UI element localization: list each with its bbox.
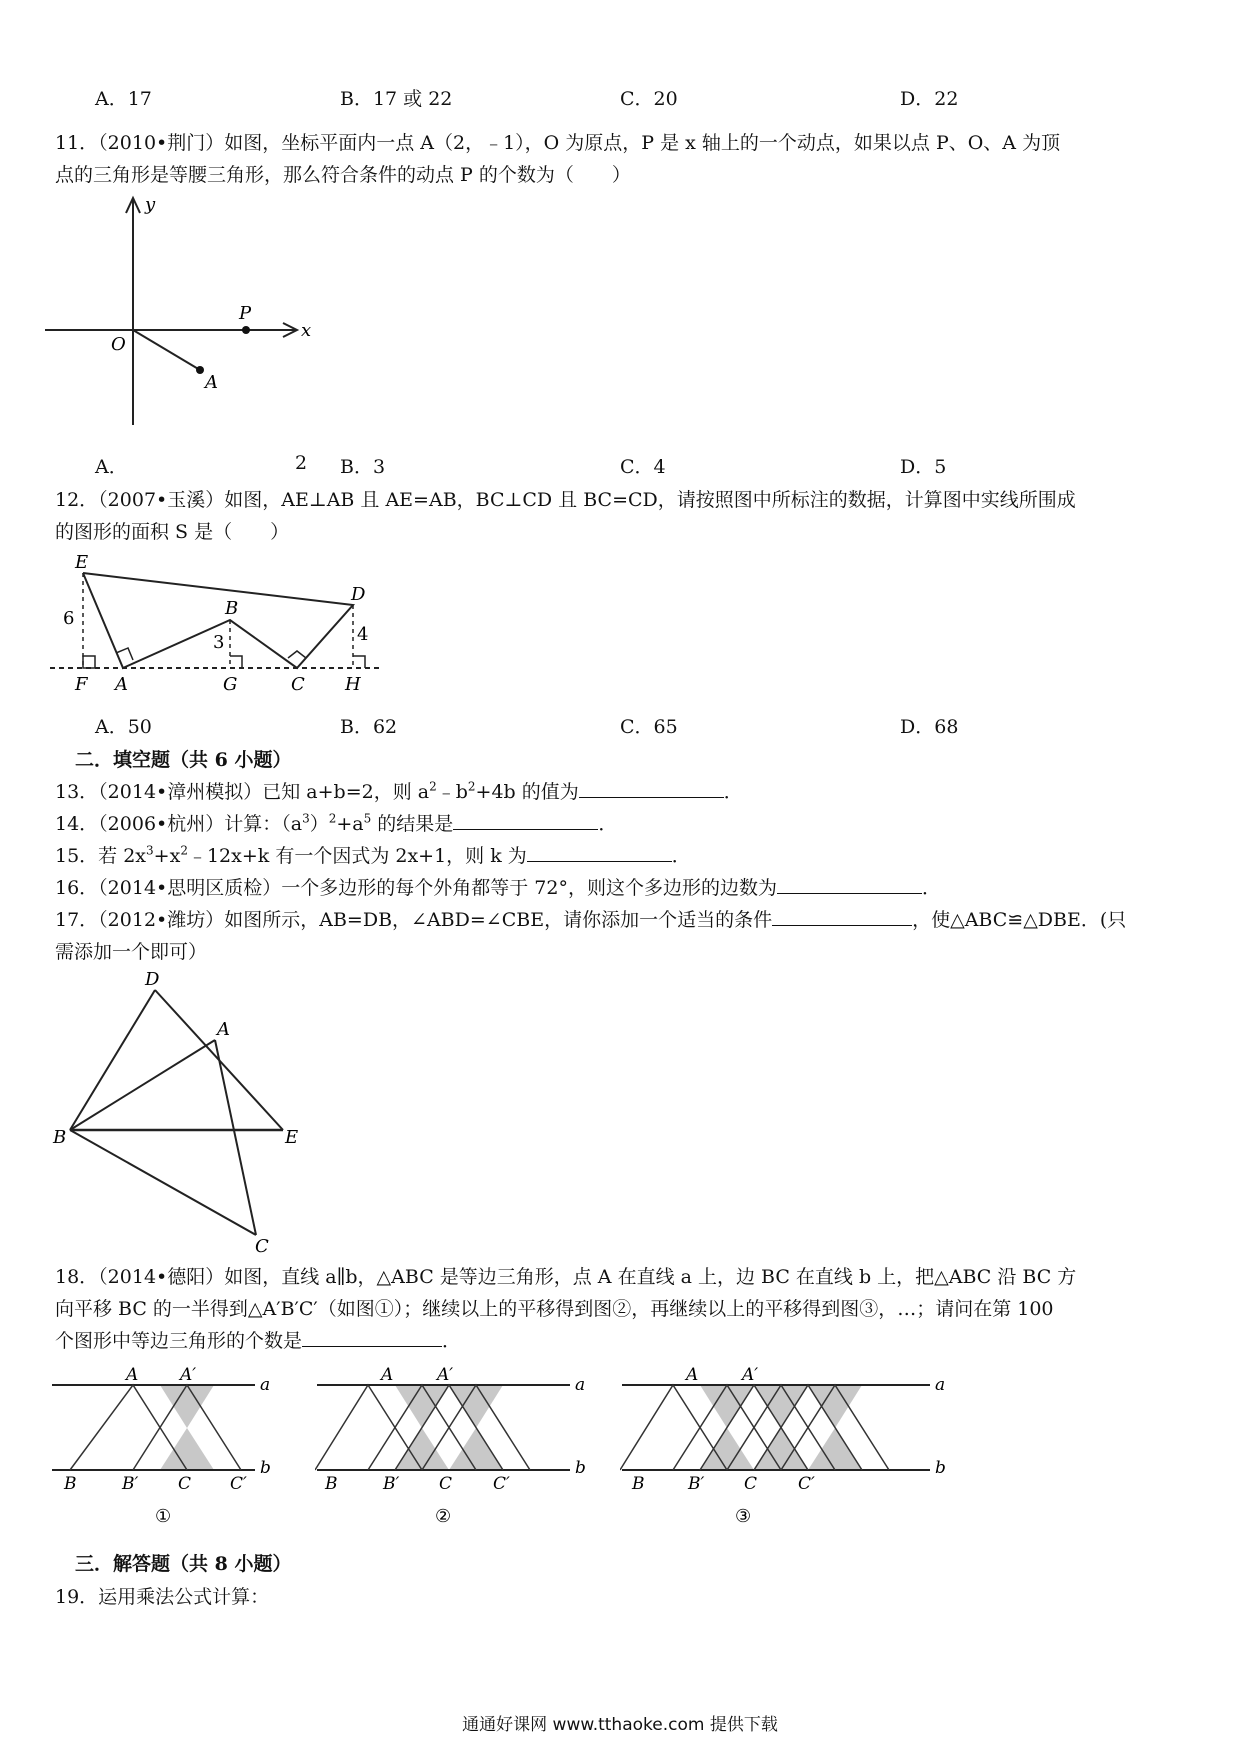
q18-f2-label-line-b: b	[575, 1458, 586, 1478]
q17-label-b: B	[53, 1127, 67, 1148]
q12-label-e: E	[75, 552, 89, 573]
q18-f3-label-a: A	[686, 1365, 699, 1385]
q17-answer-blank[interactable]	[772, 907, 912, 926]
q18-answer-blank[interactable]	[302, 1328, 442, 1347]
q10-option-b: B．17 或 22	[340, 88, 453, 110]
q18-f2-label-c: C	[439, 1474, 453, 1494]
q11-option-b: B．3	[340, 456, 386, 478]
q12-text-line2: 的图形的面积 S 是（ ）	[55, 521, 290, 543]
q18-f3-label-c-prime: C′	[798, 1474, 815, 1494]
q18-f2-label-a-prime: A′	[437, 1365, 454, 1385]
q19-text: 19．运用乘法公式计算：	[55, 1586, 270, 1608]
q11-label-o: O	[111, 334, 126, 355]
q17-text-line1: 17．（2012•潍坊）如图所示，AB=DB，∠ABD=∠CBE，请你添加一个适当的条件 ，使△ABC≌△DBE．(只	[55, 909, 1127, 931]
q12-polygon-figure	[45, 550, 395, 700]
q18-f2-label-b-prime: B′	[383, 1474, 400, 1494]
q12-label-d: D	[351, 584, 366, 605]
q10-option-c: C．20	[620, 88, 678, 110]
q11-option-a: A．	[95, 456, 128, 478]
q18-f1-label-c: C	[178, 1474, 192, 1494]
q17-triangle-figure	[45, 965, 315, 1255]
q12-label-c: C	[291, 674, 305, 695]
q18-f3-label-b-prime: B′	[688, 1474, 705, 1494]
q12-label-3: 3	[213, 632, 225, 653]
q11-text-line2: 点的三角形是等腰三角形，那么符合条件的动点 P 的个数为（ ）	[55, 164, 631, 186]
q18-text-line2: 向平移 BC 的一半得到△A′B′C′（如图①）；继续以上的平移得到图②，再继续以上的平移得到图③，…；请问在第 100	[55, 1298, 1054, 1320]
q18-figure-3	[620, 1365, 970, 1530]
q18-f2-number: ②	[435, 1506, 452, 1527]
q11-label-x: x	[301, 320, 312, 341]
q12-label-6: 6	[63, 608, 75, 629]
q17-label-d: D	[145, 969, 160, 990]
q11-label-a: A	[205, 372, 218, 393]
q12-label-h: H	[345, 674, 361, 695]
q17-label-c: C	[255, 1236, 269, 1255]
q18-f3-number: ③	[735, 1506, 752, 1527]
q12-text-line1: 12．（2007•玉溪）如图，AE⊥AB 且 AE=AB，BC⊥CD 且 BC=CD，请按照图中所标注的数据，计算图中实线所围成	[55, 489, 1076, 511]
q11-option-c: C．4	[620, 456, 666, 478]
q18-f2-label-line-a: a	[575, 1375, 586, 1395]
q18-f1-label-line-b: b	[260, 1458, 271, 1478]
q10-option-a: A．17	[95, 88, 152, 110]
q11-text-line1: 11．（2010•荆门）如图，坐标平面内一点 A（2，﹣1），O 为原点，P 是 x 轴上的一个动点，如果以点 P、O、A 为顶	[55, 132, 1061, 154]
page-footer: 通通好课网 www.tthaoke.com 提供下载	[462, 1715, 778, 1735]
q18-text-line3: 个图形中等边三角形的个数是 ．	[55, 1330, 462, 1352]
q18-figure-1	[50, 1365, 290, 1530]
q12-label-a: A	[115, 674, 128, 695]
q12-label-f: F	[75, 674, 88, 695]
q18-text-line1: 18．（2014•德阳）如图，直线 a∥b，△ABC 是等边三角形，点 A 在直线 a 上，边 BC 在直线 b 上，把△ABC 沿 BC 方	[55, 1266, 1077, 1288]
q12-option-a: A．50	[95, 716, 152, 738]
q12-option-c: C．65	[620, 716, 678, 738]
q17-label-e: E	[285, 1127, 299, 1148]
q18-f3-label-line-a: a	[935, 1375, 946, 1395]
q12-label-b: B	[225, 598, 239, 619]
q18-figure-2	[315, 1365, 595, 1530]
q18-f1-label-a: A	[126, 1365, 139, 1385]
q12-label-g: G	[223, 674, 238, 695]
q12-label-4: 4	[357, 624, 369, 645]
q16-answer-blank[interactable]	[777, 875, 922, 894]
section-3-heading: 三．解答题（共 8 小题）	[75, 1553, 292, 1575]
q12-option-b: B．62	[340, 716, 398, 738]
q18-f1-label-c-prime: C′	[230, 1474, 247, 1494]
q18-f2-label-c-prime: C′	[493, 1474, 510, 1494]
q18-f3-label-c: C	[744, 1474, 758, 1494]
q11-option-d: D．5	[900, 456, 947, 478]
section-2-heading: 二．填空题（共 6 小题）	[75, 749, 292, 771]
q10-option-d: D．22	[900, 88, 959, 110]
q18-f2-label-b: B	[325, 1474, 338, 1494]
q11-coordinate-figure	[45, 195, 325, 435]
q13-answer-blank[interactable]	[579, 779, 724, 798]
q11-label-y: y	[145, 195, 156, 215]
q18-f1-label-b: B	[64, 1474, 77, 1494]
q17-label-a: A	[217, 1019, 230, 1040]
q13-text: 13．（2014•漳州模拟）已知 a+b=2，则 $a^2﹣b^2+4b$ 的值为 ．	[55, 779, 743, 803]
q15-answer-blank[interactable]	[527, 843, 672, 862]
q14-text: 14．（2006•杭州）计算：$(a^3)^2+a^5$ 的结果是 ．	[55, 811, 618, 835]
q18-f2-label-a: A	[381, 1365, 394, 1385]
q18-f3-label-a-prime: A′	[742, 1365, 759, 1385]
q16-text: 16．（2014•思明区质检）一个多边形的每个外角都等于 72°，则这个多边形的边数为 ．	[55, 877, 941, 899]
q18-f1-number: ①	[155, 1506, 172, 1527]
q18-f3-label-line-b: b	[935, 1458, 946, 1478]
q18-f1-label-line-a: a	[260, 1375, 271, 1395]
q12-option-d: D．68	[900, 716, 959, 738]
q18-f3-label-b: B	[632, 1474, 645, 1494]
q18-f1-label-a-prime: A′	[180, 1365, 197, 1385]
q15-text: 15．若 $2x^3+x^2﹣12x+k$ 有一个因式为 2x+1，则 k 为 ．	[55, 843, 691, 867]
q11-label-p: P	[239, 303, 252, 324]
q14-answer-blank[interactable]	[453, 811, 598, 830]
q11-option-a-value: 2	[295, 452, 308, 474]
q17-text-line2: 需添加一个即可）	[55, 941, 208, 963]
q18-f1-label-b-prime: B′	[122, 1474, 139, 1494]
